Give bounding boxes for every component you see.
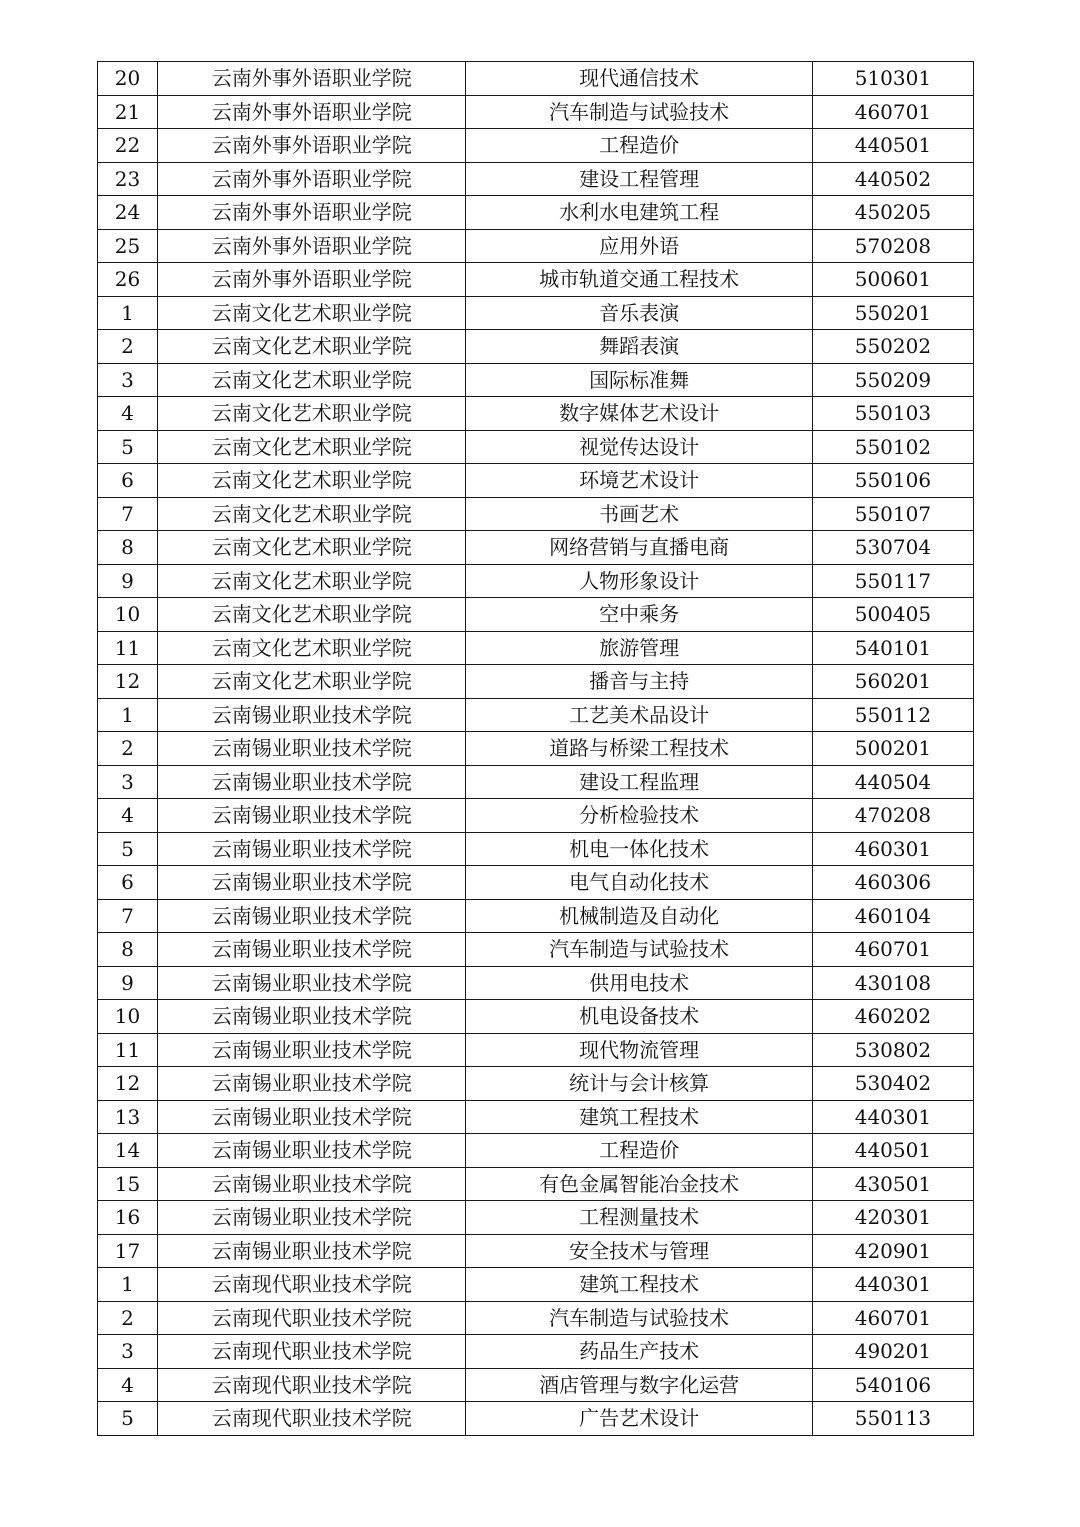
table-row — [98, 899, 974, 933]
school-name-cell: 云南锡业职业技术学院 — [158, 866, 466, 900]
major-name-cell: 广告艺术设计 — [466, 1402, 812, 1436]
major-name-cell: 播音与主持 — [466, 665, 812, 699]
table-row — [98, 1100, 974, 1134]
row-number-cell: 10 — [98, 598, 158, 632]
school-name-cell: 云南文化艺术职业学院 — [158, 564, 466, 598]
major-code-cell: 460301 — [812, 832, 973, 866]
major-code-cell: 440501 — [812, 129, 973, 163]
major-name-cell: 网络营销与直播电商 — [466, 531, 812, 565]
row-number-cell: 16 — [98, 1201, 158, 1235]
row-number-cell: 2 — [98, 732, 158, 766]
row-number-cell: 14 — [98, 1134, 158, 1168]
table-row — [98, 1201, 974, 1235]
major-name-cell: 供用电技术 — [466, 966, 812, 1000]
major-name-cell: 空中乘务 — [466, 598, 812, 632]
table-row — [98, 1000, 974, 1034]
row-number-cell: 15 — [98, 1167, 158, 1201]
row-number-cell: 8 — [98, 531, 158, 565]
major-code-cell: 530704 — [812, 531, 973, 565]
major-name-cell: 汽车制造与试验技术 — [466, 95, 812, 129]
row-number-cell: 2 — [98, 1301, 158, 1335]
table-row — [98, 1335, 974, 1369]
major-name-cell: 汽车制造与试验技术 — [466, 1301, 812, 1335]
major-code-cell: 550102 — [812, 430, 973, 464]
row-number-cell: 11 — [98, 631, 158, 665]
row-number-cell: 5 — [98, 832, 158, 866]
major-code-cell: 460104 — [812, 899, 973, 933]
major-name-cell: 有色金属智能冶金技术 — [466, 1167, 812, 1201]
table-row — [98, 1067, 974, 1101]
major-code-cell: 540101 — [812, 631, 973, 665]
major-name-cell: 应用外语 — [466, 229, 812, 263]
table-row — [98, 631, 974, 665]
table-row — [98, 799, 974, 833]
major-code-cell: 450205 — [812, 196, 973, 230]
major-code-cell: 540106 — [812, 1368, 973, 1402]
school-name-cell: 云南锡业职业技术学院 — [158, 1067, 466, 1101]
school-name-cell: 云南锡业职业技术学院 — [158, 799, 466, 833]
school-name-cell: 云南文化艺术职业学院 — [158, 330, 466, 364]
table-row — [98, 1234, 974, 1268]
row-number-cell: 12 — [98, 665, 158, 699]
row-number-cell: 11 — [98, 1033, 158, 1067]
major-name-cell: 工程造价 — [466, 1134, 812, 1168]
school-name-cell: 云南文化艺术职业学院 — [158, 531, 466, 565]
major-code-cell: 500601 — [812, 263, 973, 297]
table-body — [98, 62, 974, 1436]
major-code-cell: 420301 — [812, 1201, 973, 1235]
major-code-cell: 500405 — [812, 598, 973, 632]
major-code-cell: 440504 — [812, 765, 973, 799]
major-name-cell: 现代物流管理 — [466, 1033, 812, 1067]
school-name-cell: 云南文化艺术职业学院 — [158, 497, 466, 531]
table-row — [98, 330, 974, 364]
school-name-cell: 云南现代职业技术学院 — [158, 1268, 466, 1302]
school-name-cell: 云南锡业职业技术学院 — [158, 1000, 466, 1034]
school-name-cell: 云南现代职业技术学院 — [158, 1335, 466, 1369]
major-code-cell: 550201 — [812, 296, 973, 330]
major-code-cell: 460202 — [812, 1000, 973, 1034]
table-row — [98, 497, 974, 531]
table-row — [98, 129, 974, 163]
school-name-cell: 云南锡业职业技术学院 — [158, 765, 466, 799]
row-number-cell: 4 — [98, 397, 158, 431]
major-name-cell: 旅游管理 — [466, 631, 812, 665]
row-number-cell: 22 — [98, 129, 158, 163]
school-name-cell: 云南现代职业技术学院 — [158, 1301, 466, 1335]
major-name-cell: 工程造价 — [466, 129, 812, 163]
major-name-cell: 建设工程监理 — [466, 765, 812, 799]
major-name-cell: 音乐表演 — [466, 296, 812, 330]
school-name-cell: 云南文化艺术职业学院 — [158, 665, 466, 699]
school-name-cell: 云南文化艺术职业学院 — [158, 598, 466, 632]
major-name-cell: 工艺美术品设计 — [466, 698, 812, 732]
row-number-cell: 5 — [98, 1402, 158, 1436]
table-row — [98, 1134, 974, 1168]
major-code-cell: 550209 — [812, 363, 973, 397]
table-row — [98, 732, 974, 766]
school-name-cell: 云南外事外语职业学院 — [158, 95, 466, 129]
row-number-cell: 10 — [98, 1000, 158, 1034]
major-code-cell: 440502 — [812, 162, 973, 196]
table-row — [98, 564, 974, 598]
table-row — [98, 95, 974, 129]
major-name-cell: 分析检验技术 — [466, 799, 812, 833]
table-row — [98, 363, 974, 397]
school-name-cell: 云南锡业职业技术学院 — [158, 1100, 466, 1134]
school-name-cell: 云南锡业职业技术学院 — [158, 1234, 466, 1268]
school-name-cell: 云南锡业职业技术学院 — [158, 899, 466, 933]
major-code-cell: 420901 — [812, 1234, 973, 1268]
major-name-cell: 环境艺术设计 — [466, 464, 812, 498]
major-code-cell: 490201 — [812, 1335, 973, 1369]
major-list-table — [97, 61, 974, 1436]
major-code-cell: 550107 — [812, 497, 973, 531]
table-row — [98, 598, 974, 632]
school-name-cell: 云南外事外语职业学院 — [158, 229, 466, 263]
school-name-cell: 云南锡业职业技术学院 — [158, 1167, 466, 1201]
table-row — [98, 665, 974, 699]
table-row — [98, 162, 974, 196]
major-name-cell: 国际标准舞 — [466, 363, 812, 397]
major-name-cell: 书画艺术 — [466, 497, 812, 531]
row-number-cell: 9 — [98, 966, 158, 1000]
row-number-cell: 4 — [98, 1368, 158, 1402]
major-name-cell: 城市轨道交通工程技术 — [466, 263, 812, 297]
row-number-cell: 6 — [98, 464, 158, 498]
major-name-cell: 水利水电建筑工程 — [466, 196, 812, 230]
row-number-cell: 1 — [98, 698, 158, 732]
school-name-cell: 云南外事外语职业学院 — [158, 62, 466, 96]
table-row — [98, 765, 974, 799]
major-name-cell: 酒店管理与数字化运营 — [466, 1368, 812, 1402]
row-number-cell: 25 — [98, 229, 158, 263]
table-row — [98, 430, 974, 464]
row-number-cell: 8 — [98, 933, 158, 967]
row-number-cell: 7 — [98, 899, 158, 933]
school-name-cell: 云南文化艺术职业学院 — [158, 296, 466, 330]
major-name-cell: 视觉传达设计 — [466, 430, 812, 464]
school-name-cell: 云南现代职业技术学院 — [158, 1402, 466, 1436]
school-name-cell: 云南锡业职业技术学院 — [158, 1134, 466, 1168]
major-code-cell: 460701 — [812, 933, 973, 967]
table-row — [98, 196, 974, 230]
row-number-cell: 12 — [98, 1067, 158, 1101]
major-name-cell: 统计与会计核算 — [466, 1067, 812, 1101]
major-name-cell: 现代通信技术 — [466, 62, 812, 96]
major-name-cell: 道路与桥梁工程技术 — [466, 732, 812, 766]
row-number-cell: 7 — [98, 497, 158, 531]
major-name-cell: 建设工程管理 — [466, 162, 812, 196]
major-code-cell: 470208 — [812, 799, 973, 833]
row-number-cell: 3 — [98, 765, 158, 799]
table-row — [98, 933, 974, 967]
table-row — [98, 62, 974, 96]
table-row — [98, 531, 974, 565]
school-name-cell: 云南文化艺术职业学院 — [158, 631, 466, 665]
row-number-cell: 13 — [98, 1100, 158, 1134]
major-code-cell: 430108 — [812, 966, 973, 1000]
row-number-cell: 9 — [98, 564, 158, 598]
school-name-cell: 云南外事外语职业学院 — [158, 263, 466, 297]
school-name-cell: 云南锡业职业技术学院 — [158, 1201, 466, 1235]
row-number-cell: 2 — [98, 330, 158, 364]
major-code-cell: 550113 — [812, 1402, 973, 1436]
table-row — [98, 1033, 974, 1067]
row-number-cell: 20 — [98, 62, 158, 96]
major-name-cell: 机电一体化技术 — [466, 832, 812, 866]
table-row — [98, 464, 974, 498]
major-name-cell: 建筑工程技术 — [466, 1268, 812, 1302]
table-row — [98, 698, 974, 732]
major-code-cell: 500201 — [812, 732, 973, 766]
table-row — [98, 966, 974, 1000]
school-name-cell: 云南外事外语职业学院 — [158, 129, 466, 163]
table-row — [98, 229, 974, 263]
major-code-cell: 440301 — [812, 1100, 973, 1134]
major-code-cell: 440501 — [812, 1134, 973, 1168]
school-name-cell: 云南锡业职业技术学院 — [158, 966, 466, 1000]
major-code-cell: 460701 — [812, 1301, 973, 1335]
major-code-cell: 430501 — [812, 1167, 973, 1201]
school-name-cell: 云南文化艺术职业学院 — [158, 464, 466, 498]
table-row — [98, 397, 974, 431]
row-number-cell: 4 — [98, 799, 158, 833]
major-name-cell: 药品生产技术 — [466, 1335, 812, 1369]
row-number-cell: 6 — [98, 866, 158, 900]
major-code-cell: 550202 — [812, 330, 973, 364]
school-name-cell: 云南外事外语职业学院 — [158, 196, 466, 230]
table-row — [98, 1368, 974, 1402]
table-row — [98, 1167, 974, 1201]
school-name-cell: 云南现代职业技术学院 — [158, 1368, 466, 1402]
major-code-cell: 530802 — [812, 1033, 973, 1067]
school-name-cell: 云南外事外语职业学院 — [158, 162, 466, 196]
major-code-cell: 560201 — [812, 665, 973, 699]
major-code-cell: 550117 — [812, 564, 973, 598]
school-name-cell: 云南锡业职业技术学院 — [158, 1033, 466, 1067]
major-name-cell: 数字媒体艺术设计 — [466, 397, 812, 431]
major-name-cell: 舞蹈表演 — [466, 330, 812, 364]
school-name-cell: 云南文化艺术职业学院 — [158, 363, 466, 397]
row-number-cell: 21 — [98, 95, 158, 129]
table-row — [98, 296, 974, 330]
major-code-cell: 550112 — [812, 698, 973, 732]
major-code-cell: 530402 — [812, 1067, 973, 1101]
row-number-cell: 26 — [98, 263, 158, 297]
major-name-cell: 工程测量技术 — [466, 1201, 812, 1235]
school-name-cell: 云南锡业职业技术学院 — [158, 933, 466, 967]
row-number-cell: 23 — [98, 162, 158, 196]
school-name-cell: 云南锡业职业技术学院 — [158, 698, 466, 732]
row-number-cell: 17 — [98, 1234, 158, 1268]
major-name-cell: 建筑工程技术 — [466, 1100, 812, 1134]
major-name-cell: 机械制造及自动化 — [466, 899, 812, 933]
major-code-cell: 510301 — [812, 62, 973, 96]
table-row — [98, 263, 974, 297]
major-code-cell: 550103 — [812, 397, 973, 431]
table-row — [98, 832, 974, 866]
school-name-cell: 云南文化艺术职业学院 — [158, 397, 466, 431]
major-name-cell: 汽车制造与试验技术 — [466, 933, 812, 967]
row-number-cell: 24 — [98, 196, 158, 230]
major-name-cell: 电气自动化技术 — [466, 866, 812, 900]
row-number-cell: 3 — [98, 363, 158, 397]
row-number-cell: 1 — [98, 1268, 158, 1302]
table-row — [98, 866, 974, 900]
table-row — [98, 1268, 974, 1302]
table-row — [98, 1301, 974, 1335]
major-code-cell: 570208 — [812, 229, 973, 263]
row-number-cell: 3 — [98, 1335, 158, 1369]
major-name-cell: 安全技术与管理 — [466, 1234, 812, 1268]
major-name-cell: 机电设备技术 — [466, 1000, 812, 1034]
major-name-cell: 人物形象设计 — [466, 564, 812, 598]
school-name-cell: 云南锡业职业技术学院 — [158, 832, 466, 866]
major-code-cell: 550106 — [812, 464, 973, 498]
school-name-cell: 云南锡业职业技术学院 — [158, 732, 466, 766]
row-number-cell: 1 — [98, 296, 158, 330]
major-code-cell: 460701 — [812, 95, 973, 129]
major-code-cell: 440301 — [812, 1268, 973, 1302]
major-code-cell: 460306 — [812, 866, 973, 900]
school-name-cell: 云南文化艺术职业学院 — [158, 430, 466, 464]
row-number-cell: 5 — [98, 430, 158, 464]
table-row — [98, 1402, 974, 1436]
